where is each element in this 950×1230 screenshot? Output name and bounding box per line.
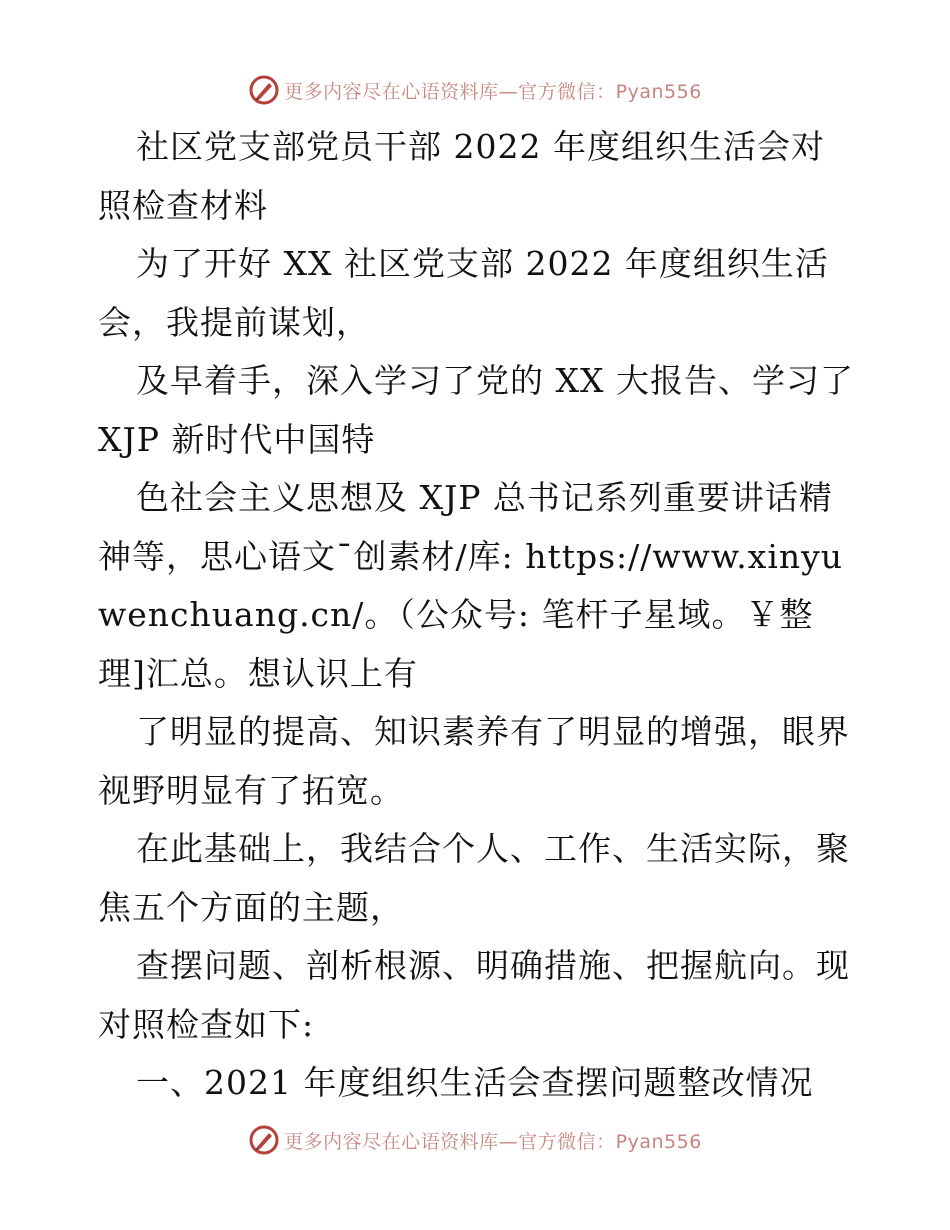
section-heading-1: 一、2021 年度组织生活会查摆问题整改情况 — [136, 1063, 814, 1102]
document-body — [98, 118, 858, 1113]
pen-logo-icon — [248, 1124, 280, 1156]
paragraph-4: 了明显的提高、知识素养有了明显的增强，眼界视野明显有了拓宽。 — [98, 712, 850, 810]
paragraph-5: 在此基础上，我结合个人、工作、生活实际，聚焦五个方面的主题， — [98, 829, 850, 927]
paragraph-3: 色社会主义思想及 XJP 总书记系列重要讲话精神等，思心语文¯创素材/库: https://www.xinyuwenchuang.cn/。（公众号: 笔杆子星域。￥整理]汇总。想认识上有 — [98, 478, 844, 693]
pen-logo-icon — [248, 74, 280, 106]
paragraph-6: 查摆问题、剖析根源、明确措施、把握航向。现对照检查如下: — [98, 946, 850, 1044]
header-banner-text: 更多内容尽在心语资料库—官方微信：Pyan556 — [284, 80, 702, 103]
footer-watermark-banner — [0, 1122, 950, 1158]
document-title: 社区党支部党员干部 2022 年度组织生活会对照检查材料 — [98, 127, 825, 225]
paragraph-2: 及早着手，深入学习了党的 XX 大报告、学习了 XJP 新时代中国特 — [98, 361, 854, 459]
paragraph-1: 为了开好 XX 社区党支部 2022 年度组织生活会，我提前谋划， — [98, 244, 829, 342]
footer-banner-text: 更多内容尽在心语资料库—官方微信：Pyan556 — [284, 1130, 702, 1153]
header-watermark-banner — [0, 72, 950, 108]
